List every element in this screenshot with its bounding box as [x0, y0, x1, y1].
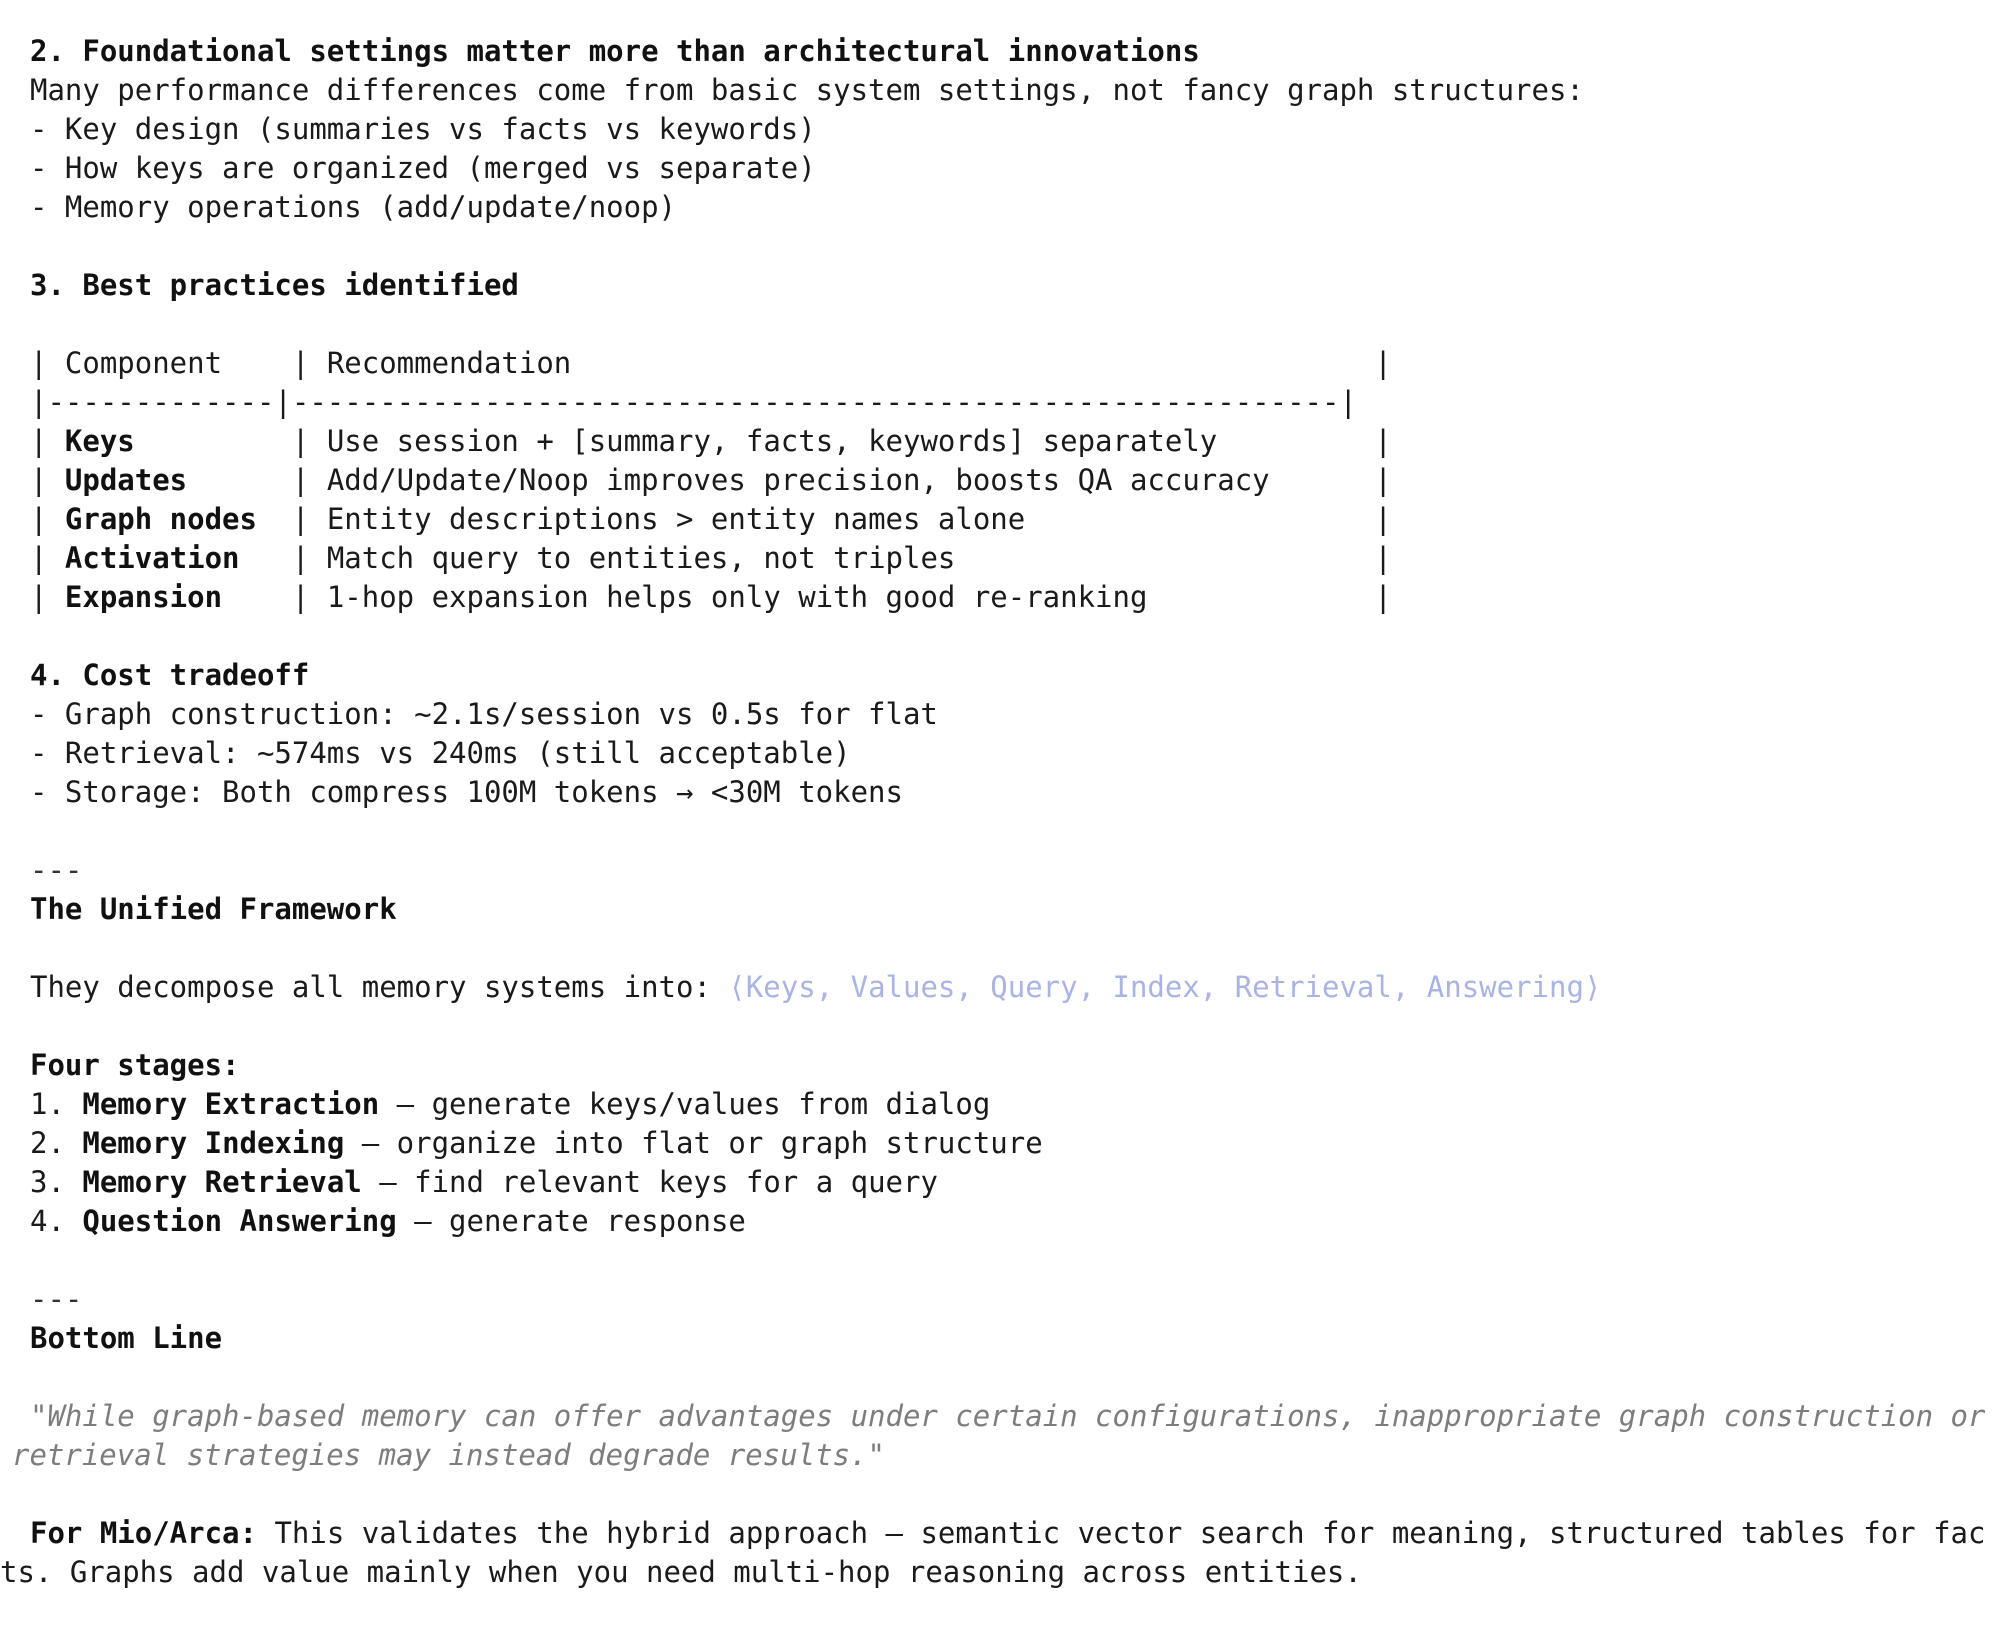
table-cell-component: Graph nodes — [64, 502, 257, 536]
stage-desc: — generate keys/values from dialog — [379, 1087, 991, 1121]
table-cell-recommendation: Match query to entities, not triples — [326, 541, 1357, 575]
unified-lead-line — [30, 967, 1601, 1007]
conclusion-line — [30, 1513, 1985, 1553]
table-row — [30, 460, 1392, 500]
list-item: - Retrieval: ~574ms vs 240ms (still acceptable) — [30, 736, 851, 770]
table-pipe: | — [256, 502, 327, 536]
table-pipe: | — [30, 502, 65, 536]
table-pipe: | — [256, 580, 327, 614]
stage-desc: — find relevant keys for a query — [361, 1165, 938, 1199]
horizontal-rule: --- — [30, 1282, 83, 1316]
table-pipe: | — [1356, 580, 1392, 614]
stage-number: 2. — [30, 1126, 83, 1160]
stage-number: 4. — [30, 1204, 83, 1238]
list-item — [30, 1084, 990, 1124]
table-pipe: | — [1356, 541, 1392, 575]
table-cell-recommendation: Add/Update/Noop improves precision, boosts QA accuracy — [326, 463, 1357, 497]
stage-name: Question Answering — [82, 1204, 397, 1238]
table-cell-component: Keys — [64, 424, 257, 458]
stage-name: Memory Extraction — [82, 1087, 380, 1121]
table-pipe: | — [1356, 424, 1392, 458]
table-cell-component: Activation — [64, 541, 257, 575]
unified-lead: They decompose all memory systems into: — [30, 970, 729, 1004]
quote-line: retrieval strategies may instead degrade results." — [12, 1438, 885, 1472]
list-item: - Graph construction: ~2.1s/session vs 0.5s for flat — [30, 697, 938, 731]
table-pipe: | — [30, 463, 65, 497]
stage-desc: — organize into flat or graph structure — [344, 1126, 1043, 1160]
table-cell-recommendation: Entity descriptions > entity names alone — [326, 502, 1357, 536]
stage-number: 1. — [30, 1087, 83, 1121]
table-pipe: | — [274, 346, 327, 380]
table-header-recommendation: Recommendation — [326, 346, 1357, 380]
list-item: - Key design (summaries vs facts vs keywords) — [30, 112, 816, 146]
table-row — [30, 499, 1392, 539]
stage-number: 3. — [30, 1165, 83, 1199]
section-2-heading: 2. Foundational settings matter more than architectural innovations — [30, 34, 1200, 68]
list-item: - Storage: Both compress 100M tokens → <30M tokens — [30, 775, 903, 809]
table-row — [30, 421, 1392, 461]
table-pipe: | — [30, 424, 65, 458]
unified-heading: The Unified Framework — [30, 892, 397, 926]
list-item: - Memory operations (add/update/noop) — [30, 190, 677, 224]
unified-tuple: ⟨Keys, Values, Query, Index, Retrieval, Answering⟩ — [728, 970, 1602, 1004]
section-3-heading: 3. Best practices identified — [30, 268, 519, 302]
table-pipe: | — [1356, 502, 1392, 536]
table-cell-recommendation: 1-hop expansion helps only with good re-ranking — [326, 580, 1357, 614]
stage-name: Memory Retrieval — [82, 1165, 362, 1199]
stage-name: Memory Indexing — [82, 1126, 345, 1160]
conclusion-line: ts. Graphs add value mainly when you need multi-hop reasoning across entities. — [0, 1555, 1362, 1589]
table-separator: |-------------|------------------------------------------------------------| — [30, 385, 1357, 419]
table-pipe: | — [256, 541, 327, 575]
table-cell-component: Updates — [64, 463, 257, 497]
table-pipe: | — [1356, 463, 1392, 497]
section-4-heading: 4. Cost tradeoff — [30, 658, 310, 692]
section-2-intro: Many performance differences come from basic system settings, not fancy graph structures: — [30, 73, 1584, 107]
table-pipe: | — [256, 463, 327, 497]
table-pipe: | — [30, 541, 65, 575]
table-row — [30, 538, 1392, 578]
list-item — [30, 1162, 938, 1202]
table-pipe: | — [1356, 346, 1392, 380]
stages-heading: Four stages: — [30, 1048, 240, 1082]
list-item — [30, 1123, 1043, 1163]
stage-desc: — generate response — [396, 1204, 746, 1238]
table-pipe: | — [30, 346, 65, 380]
table-row — [30, 577, 1392, 617]
table-pipe: | — [256, 424, 327, 458]
conclusion-label: For Mio/Arca: — [30, 1516, 257, 1550]
table-cell-recommendation: Use session + [summary, facts, keywords] separately — [326, 424, 1357, 458]
quote-line: "While graph-based memory can offer advantages under certain configurations, inappropriate graph construction or — [30, 1399, 1986, 1433]
table-header-row — [30, 343, 1392, 383]
table-cell-component: Expansion — [64, 580, 257, 614]
list-item: - How keys are organized (merged vs separate) — [30, 151, 816, 185]
conclusion-text: This validates the hybrid approach — semantic vector search for meaning, structured tables for fac — [256, 1516, 1986, 1550]
table-header-component: Component — [64, 346, 275, 380]
horizontal-rule: --- — [30, 853, 83, 887]
list-item — [30, 1201, 746, 1241]
bottom-line-heading: Bottom Line — [30, 1321, 223, 1355]
table-pipe: | — [30, 580, 65, 614]
